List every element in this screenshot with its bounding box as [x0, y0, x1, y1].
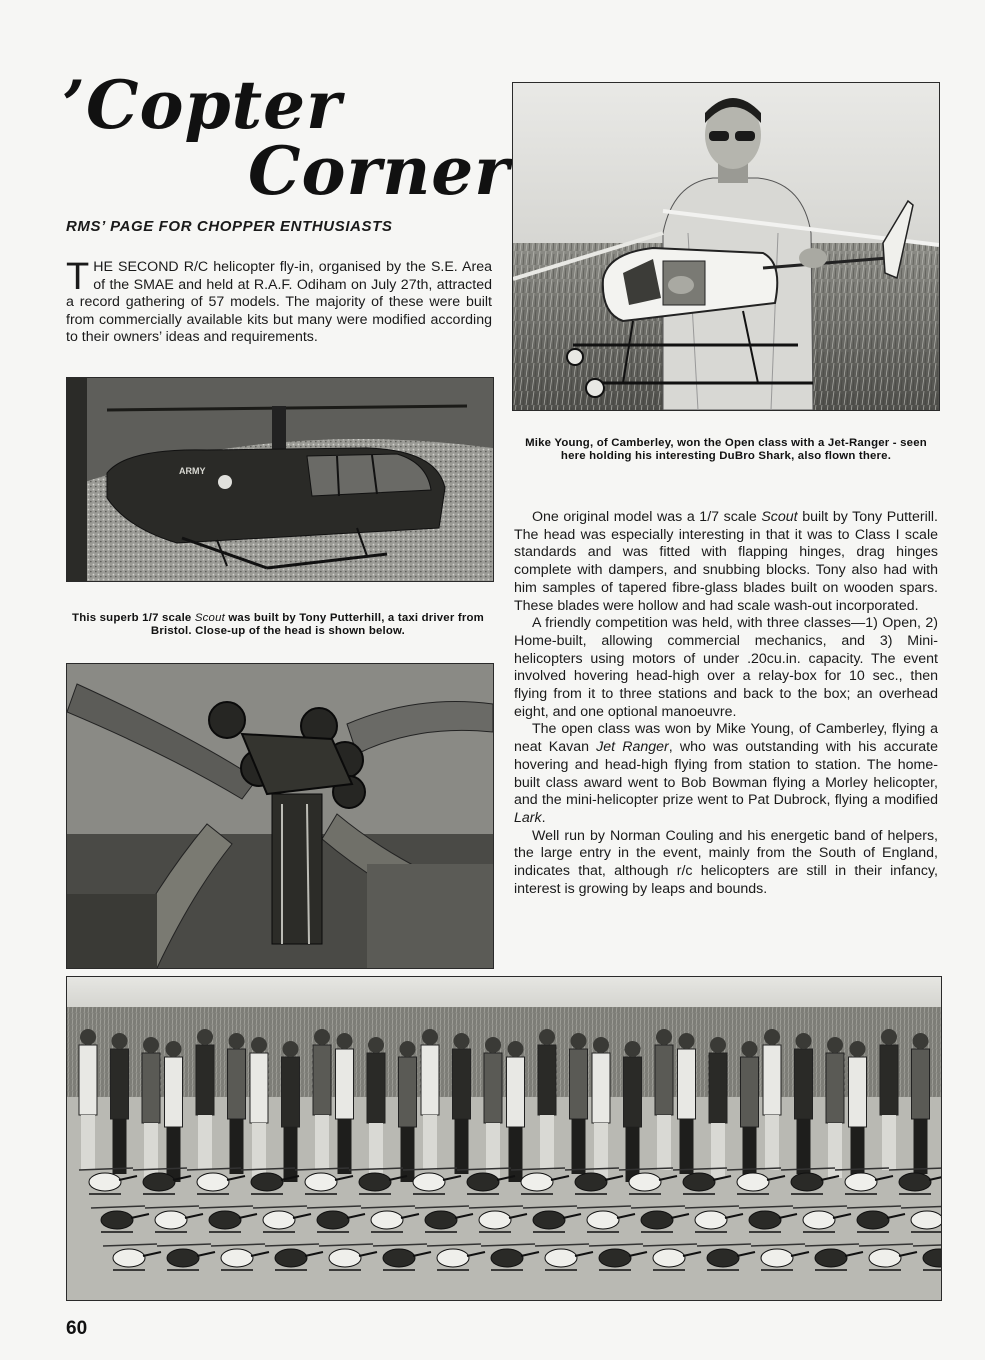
caption-mike-young: Mike Young, of Camberley, won the Open class with a Jet-Ranger - seen here holding his interesting DuBro Shark, also flown there.	[525, 437, 927, 463]
crowd-person	[399, 1041, 417, 1182]
photo-group-illustration	[67, 977, 941, 1300]
photo-mike-young	[512, 82, 940, 411]
crowd-person	[228, 1033, 246, 1174]
crowd-person	[849, 1041, 867, 1182]
crowd-person	[336, 1033, 354, 1174]
body-p1-italic: Scout	[761, 509, 798, 525]
body-paragraph-1	[514, 509, 938, 615]
crowd-person	[421, 1029, 439, 1170]
crowd-person	[111, 1033, 129, 1174]
body-p3-italic-1: Jet Ranger	[596, 739, 669, 756]
crowd-person	[453, 1033, 471, 1174]
photo-group-models	[66, 976, 942, 1301]
photo-scout-illustration	[67, 378, 493, 581]
crowd-person	[538, 1029, 556, 1170]
scout-army-marking: ARMY	[179, 466, 206, 476]
crowd-person	[912, 1033, 930, 1174]
crowd-person	[655, 1029, 673, 1170]
crowd-person	[741, 1041, 759, 1182]
title-line-1: ’Copter	[62, 66, 342, 144]
photo-scout-helicopter	[66, 377, 494, 582]
body-p3-b: , who was outstanding with his accurate hovering and head-high flying from station to station. The home-built class award went to Bob Bowman flying a Morley helicopter, and the mini-helicopter prize went to Pat Dubrock, flying a modified	[514, 739, 938, 809]
title-line-2: Corner	[248, 132, 511, 210]
crowd-person	[709, 1037, 727, 1178]
crowd-person	[250, 1037, 268, 1178]
intro-paragraph	[66, 256, 492, 347]
caption-scout-italic: Scout	[194, 612, 225, 624]
crowd-person	[313, 1029, 331, 1170]
photo-rotor-head	[66, 663, 494, 969]
crowd-person	[624, 1041, 642, 1182]
body-paragraph-2: A friendly competition was held, with three classes—1) Open, 2) Home-built, allowing commercial mechanics, and 3) Mini-helicopters using motors of under .20cu.in. capacity. The event involved hovering head-high over a relay-box for 10 sec., then flying from it to three stations and back to the box; an overhead eight, and one optional manoeuvre.	[514, 615, 938, 720]
page-number: 60	[66, 1318, 88, 1339]
crowd-person	[678, 1033, 696, 1174]
crowd-person	[826, 1037, 844, 1178]
crowd-person	[795, 1033, 813, 1174]
subtitle: RMS’ PAGE FOR CHOPPER ENTHUSIASTS	[66, 218, 393, 235]
photo-rotor-head-illustration	[67, 664, 493, 968]
crowd-person	[165, 1041, 183, 1182]
intro-text: HE SECOND R/C helicopter fly-in, organised by the S.E. Area of the SMAE and held at R.A.F. Odiham on July 27th, attracted a record gathering of 57 models. The majority of these were built from commercially available kits but many were modified according to their owners’ ideas and requirements.	[66, 259, 492, 346]
crowd-person	[142, 1037, 160, 1178]
crowd-person	[570, 1033, 588, 1174]
crowd-person	[592, 1037, 610, 1178]
crowd-person	[763, 1029, 781, 1170]
body-p1-b: built by Tony Putterill. The head was especially interesting in that it was to Class I scale standards and was fitted with flapping hinges, drag hinges complete with dampers, and snubbing blocks. Tony also had with him samples of tapered fibre-glass blades built on wooden spars. These blades were hollow and had scale wash-out incorporated.	[514, 509, 938, 614]
crowd-person	[282, 1041, 300, 1182]
crowd-person	[196, 1029, 214, 1170]
body-p1-a: One original model was a 1/7 scale	[532, 509, 762, 525]
crowd-person	[507, 1041, 525, 1182]
caption-scout-part2: was built by Tony Putterhill, a taxi driver from Bristol. Close-up of the head is shown below.	[150, 612, 484, 638]
crowd-person	[484, 1037, 502, 1178]
crowd-person	[367, 1037, 385, 1178]
drop-cap: T	[66, 256, 90, 298]
body-p3-a: The open class was won by Mike Young, of Camberley, flying a neat Kavan	[514, 721, 938, 756]
body-text-column	[514, 509, 938, 898]
crowd-person	[880, 1029, 898, 1170]
body-p3-c: .	[541, 809, 546, 826]
body-paragraph-3	[514, 721, 938, 827]
caption-scout	[60, 612, 496, 638]
caption-scout-part1: This superb 1/7 scale	[72, 612, 195, 624]
body-paragraph-4: Well run by Norman Couling and his energetic band of helpers, the large entry in the event, mainly from the South of England, indicates that, although r/c helicopters are still in their infancy, interest is growing by leaps and bounds.	[514, 827, 938, 897]
body-p3-italic-2: Lark	[514, 809, 542, 826]
photo-mike-young-illustration	[513, 83, 939, 410]
crowd-person	[79, 1029, 97, 1170]
